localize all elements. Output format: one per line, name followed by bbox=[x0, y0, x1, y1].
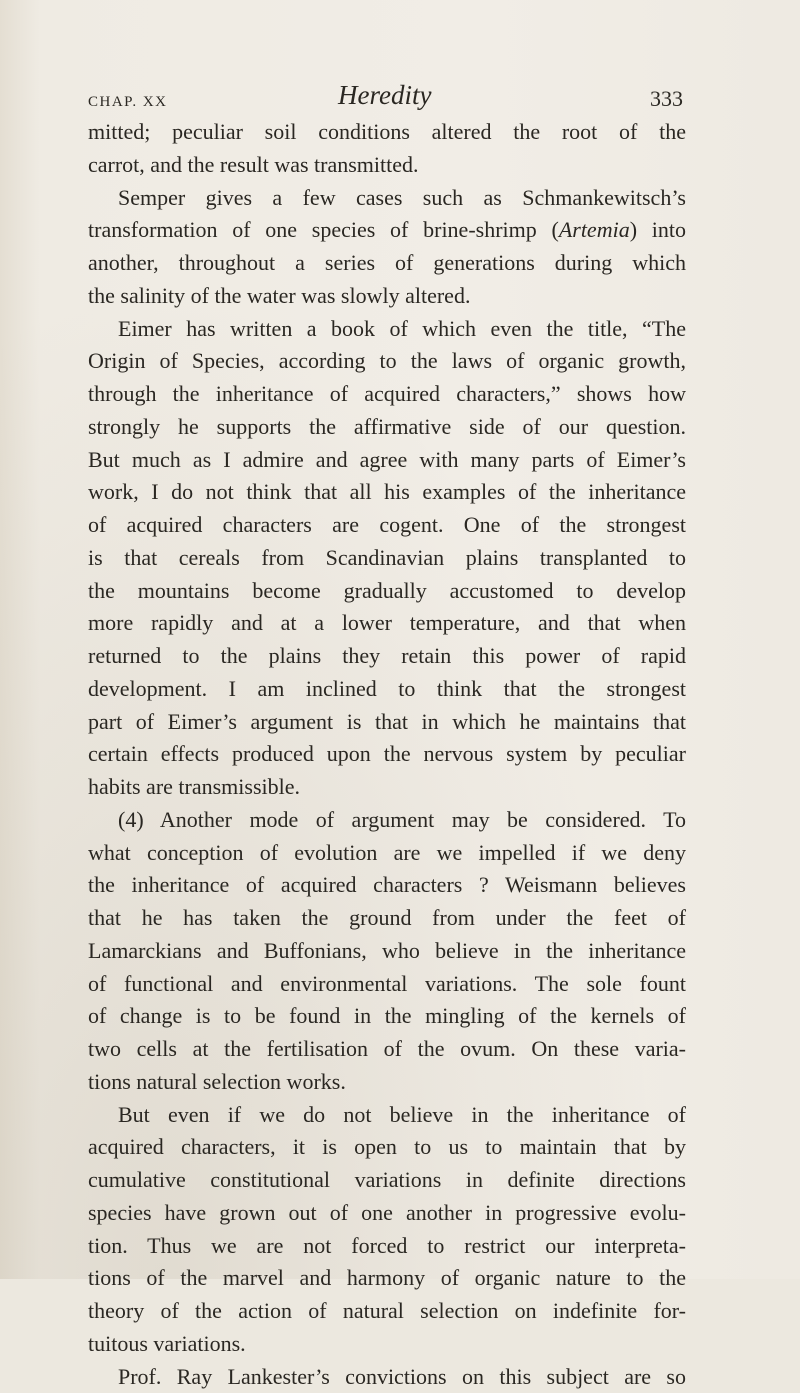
text-line: the inheritance of acquired characters ? Weismann believes bbox=[88, 869, 686, 902]
text-line: work, I do not think that all his examples of the inheritance bbox=[88, 476, 686, 509]
text-line: But even if we do not believe in the inheritance of bbox=[88, 1099, 686, 1132]
text-line: Semper gives a few cases such as Schmankewitsch’s bbox=[88, 182, 686, 215]
text-line: Prof. Ray Lankester’s convictions on this subject are so bbox=[88, 1361, 686, 1393]
text-line: species have grown out of one another in progressive evolu- bbox=[88, 1197, 686, 1230]
text-line: strongly he supports the affirmative side of our question. bbox=[88, 411, 686, 444]
running-title: Heredity bbox=[338, 80, 431, 111]
text-line: another, throughout a series of generations during which bbox=[88, 247, 686, 280]
text-line: Lamarckians and Buffonians, who believe in the inheritance bbox=[88, 935, 686, 968]
text-line: But much as I admire and agree with many parts of Eimer’s bbox=[88, 444, 686, 477]
running-header bbox=[88, 80, 683, 120]
text-line: that he has taken the ground from under the feet of bbox=[88, 902, 686, 935]
text-line: the salinity of the water was slowly altered. bbox=[88, 280, 686, 313]
text-line: tion. Thus we are not forced to restrict our interpreta- bbox=[88, 1230, 686, 1263]
text-line: acquired characters, it is open to us to maintain that by bbox=[88, 1131, 686, 1164]
chapter-label: CHAP. XX bbox=[88, 94, 168, 111]
text-line: tions natural selection works. bbox=[88, 1066, 686, 1099]
text-line: development. I am inclined to think that the strongest bbox=[88, 673, 686, 706]
text-line: returned to the plains they retain this power of rapid bbox=[88, 640, 686, 673]
text-line: is that cereals from Scandinavian plains transplanted to bbox=[88, 542, 686, 575]
text-line: of acquired characters are cogent. One of the strongest bbox=[88, 509, 686, 542]
text-line: Eimer has written a book of which even the title, “The bbox=[88, 313, 686, 346]
text-line: (4) Another mode of argument may be considered. To bbox=[88, 804, 686, 837]
text-line: through the inheritance of acquired characters,” shows how bbox=[88, 378, 686, 411]
text-line: cumulative constitutional variations in definite directions bbox=[88, 1164, 686, 1197]
text-line: habits are transmissible. bbox=[88, 771, 686, 804]
text-line: transformation of one species of brine-shrimp (Artemia) into bbox=[88, 214, 686, 247]
text-line: tions of the marvel and harmony of organic nature to the bbox=[88, 1262, 686, 1295]
italic-term: Artemia bbox=[559, 217, 630, 242]
text-line: carrot, and the result was transmitted. bbox=[88, 149, 686, 182]
text-line: tuitous variations. bbox=[88, 1328, 686, 1361]
text-line: of change is to be found in the mingling of the kernels of bbox=[88, 1000, 686, 1033]
text-line: certain effects produced upon the nervous system by peculiar bbox=[88, 738, 686, 771]
text-line: of functional and environmental variations. The sole fount bbox=[88, 968, 686, 1001]
page-number: 333 bbox=[650, 86, 683, 112]
body-text bbox=[88, 116, 686, 1393]
text-line: two cells at the fertilisation of the ovum. On these varia- bbox=[88, 1033, 686, 1066]
text-line: mitted; peculiar soil conditions altered the root of the bbox=[88, 116, 686, 149]
text-line: the mountains become gradually accustomed to develop bbox=[88, 575, 686, 608]
text-line: what conception of evolution are we impelled if we deny bbox=[88, 837, 686, 870]
text-line: part of Eimer’s argument is that in which he maintains that bbox=[88, 706, 686, 739]
text-line: Origin of Species, according to the laws of organic growth, bbox=[88, 345, 686, 378]
text-line: more rapidly and at a lower temperature, and that when bbox=[88, 607, 686, 640]
text-line: theory of the action of natural selection on indefinite for- bbox=[88, 1295, 686, 1328]
